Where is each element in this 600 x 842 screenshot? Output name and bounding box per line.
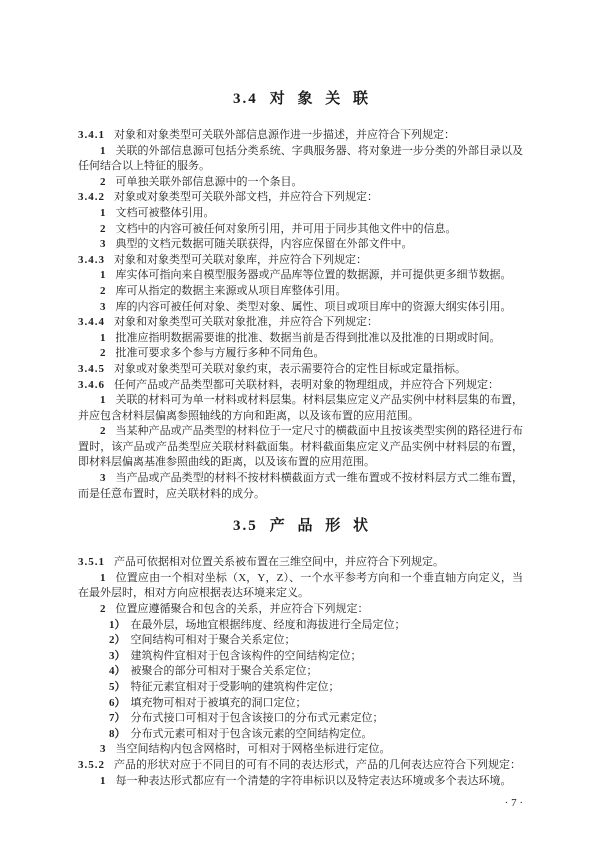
subitem-paragraph xyxy=(78,696,523,712)
clause-paragraph xyxy=(78,378,523,394)
paragraph-number: 2 xyxy=(100,284,106,297)
section-heading xyxy=(78,90,523,109)
clause-paragraph xyxy=(78,253,523,269)
paragraph-number: 1 xyxy=(100,144,106,157)
paragraph-text: 库实体可指向来自模型服务器或产品库等位置的数据源，并可提供更多细节数据。 xyxy=(115,269,512,282)
paragraph-number: 3.4.5 xyxy=(78,362,105,375)
paragraph-number: 2 xyxy=(100,222,106,235)
item-paragraph xyxy=(78,346,523,362)
paragraph-number: 3 xyxy=(100,300,106,313)
paragraph-text: 产品可依据相对位置关系被布置在三维空间中，并应符合下列规定。 xyxy=(114,556,444,569)
section-number: 3.4 xyxy=(232,91,258,107)
clause-paragraph xyxy=(78,758,523,774)
paragraph-number: 2 xyxy=(100,603,106,616)
paragraph-number: 1） xyxy=(109,618,126,631)
section-number: 3.5 xyxy=(232,518,258,535)
paragraph-text: 关联的外部信息源可包括分类系统、字典服务器、将对象进一步分类的外部目录以及任何结合以上特征的服务。 xyxy=(78,144,523,173)
section-title: 产 品 形 状 xyxy=(269,518,368,535)
paragraph-number: 3.4.1 xyxy=(78,129,105,141)
paragraph-text: 分布式接口可相对于包含该接口的分布式元素定位； xyxy=(130,712,384,725)
paragraph-text: 批准可要求多个参与方履行多种不同角色。 xyxy=(115,347,325,360)
item-paragraph xyxy=(78,222,523,238)
paragraph-number: 3.4.6 xyxy=(78,378,105,391)
paragraph-text: 文档中的内容可被任何对象所引用，并可用于同步其他文件中的信息。 xyxy=(115,222,457,235)
subitem-paragraph xyxy=(78,727,523,743)
paragraph-text: 对象和对象类型可关联对象库，并应符合下列规定： xyxy=(114,253,367,266)
paragraph-text: 被聚合的部分可相对于聚合关系定位； xyxy=(130,665,318,678)
item-paragraph xyxy=(78,393,523,424)
paragraph-number: 3） xyxy=(109,649,126,662)
paragraph-text: 产品的形状对应于不同目的可有不同的表达形式，产品的几何表达应符合下列规定： xyxy=(114,758,521,771)
item-paragraph xyxy=(78,144,523,175)
item-paragraph xyxy=(78,284,523,300)
paragraph-text: 库可从指定的数据主来源或从项目库整体引用。 xyxy=(115,284,347,297)
item-paragraph xyxy=(78,206,523,222)
subitem-paragraph xyxy=(78,711,523,727)
item-paragraph xyxy=(78,268,523,284)
item-paragraph xyxy=(78,742,523,758)
clause-paragraph xyxy=(78,315,523,331)
paragraph-number: 1 xyxy=(100,394,106,407)
subitem-paragraph xyxy=(78,664,523,680)
paragraph-text: 建筑构件宜相对于包含该构件的空间结构定位； xyxy=(130,649,362,662)
paragraph-text: 对象和对象类型可关联外部信息源作进一步描述，并应符合下列规定： xyxy=(114,129,455,141)
item-paragraph xyxy=(78,571,523,602)
paragraph-number: 2） xyxy=(109,634,126,647)
paragraph-number: 3 xyxy=(100,472,106,485)
paragraph-text: 填充物可相对于被填充的洞口定位； xyxy=(130,696,307,709)
paragraph-number: 2 xyxy=(100,347,106,360)
paragraph-text: 位置应遵循聚合和包含的关系，并应符合下列规定： xyxy=(115,603,369,616)
section-heading xyxy=(78,517,523,536)
paragraph-number: 1 xyxy=(100,206,106,219)
paragraph-number: 3.4.3 xyxy=(78,253,105,266)
paragraph-text: 典型的文档元数据可随关联获得，内容应保留在外部文件中。 xyxy=(115,238,413,251)
paragraph-text: 关联的材料可为单一材料或材料层集。材料层集应定义产品实例中材料层集的布置，并应包含材料层偏离参照轴线的方向和距离，以及该布置的应用范围。 xyxy=(78,394,523,422)
paragraph-number: 3 xyxy=(100,238,106,251)
paragraph-text: 空间结构可相对于聚合关系定位； xyxy=(130,634,296,647)
paragraph-number: 1 xyxy=(100,331,106,344)
page-number: · 7 · xyxy=(504,797,523,810)
paragraph-text: 任何产品或产品类型都可关联材料，表明对象的物理组成，并应符合下列规定： xyxy=(114,378,499,391)
item-paragraph xyxy=(78,471,523,502)
subitem-paragraph xyxy=(78,680,523,696)
paragraph-text: 库的内容可被任何对象、类型对象、属性、项目或项目库中的资源大纲实体引用。 xyxy=(115,300,512,313)
paragraph-text: 在最外层，场地宜根据纬度、经度和海拔进行全局定位； xyxy=(130,618,406,631)
paragraph-number: 4） xyxy=(109,665,126,678)
paragraph-number: 8） xyxy=(109,727,126,740)
paragraph-text: 批准应指明数据需要谁的批准、数据当前是否得到批准以及批准的日期或时间。 xyxy=(115,331,501,344)
item-paragraph xyxy=(78,331,523,347)
item-paragraph xyxy=(78,237,523,253)
paragraph-number: 2 xyxy=(100,425,106,438)
paragraph-text: 位置应由一个相对坐标（X，Y，Z）、一个水平参考方向和一个垂直轴方向定义，当在最外层时，相对方向应根据表达环境来定义。 xyxy=(78,571,523,600)
paragraph-text: 对象和对象类型可关联对象批准，并应符合下列规定： xyxy=(114,316,378,329)
subitem-paragraph xyxy=(78,649,523,665)
paragraph-text: 每一种表达形式都应有一个清楚的字符串标识以及特定表达环境或多个表达环境。 xyxy=(115,774,512,787)
paragraph-number: 2 xyxy=(100,175,106,188)
paragraph-text: 可单独关联外部信息源中的一个条目。 xyxy=(115,175,303,188)
paragraph-number: 5） xyxy=(109,681,126,693)
paragraph-text: 特征元素宜相对于受影响的建筑构件定位； xyxy=(130,681,340,693)
paragraph-text: 文档可被整体引用。 xyxy=(115,206,215,219)
paragraph-number: 7） xyxy=(109,712,126,725)
clause-paragraph xyxy=(78,555,523,571)
section-title: 对 象 关 联 xyxy=(269,91,368,107)
clause-paragraph xyxy=(78,190,523,206)
paragraph-text: 对象或对象类型可关联对象约束，表示需要符合的定性目标或定量指标。 xyxy=(114,362,466,375)
paragraph-number: 3.5.1 xyxy=(78,556,105,569)
paragraph-text: 对象或对象类型可关联外部文档，并应符合下列规定： xyxy=(114,191,378,204)
item-paragraph xyxy=(78,424,523,471)
clause-paragraph xyxy=(78,128,523,144)
paragraph-text: 分布式元素可相对于包含该元素的空间结构定位。 xyxy=(130,727,373,740)
item-paragraph xyxy=(78,602,523,618)
paragraph-number: 3 xyxy=(100,743,106,756)
paragraph-number: 3.5.2 xyxy=(78,758,105,771)
paragraph-number: 1 xyxy=(100,269,106,282)
item-paragraph xyxy=(78,300,523,316)
paragraph-text: 当某种产品或产品类型的材料位于一定尺寸的横截面中且按该类型实例的路径进行布置时，该产品或产品类型应关联材料截面集。材料截面集应定义产品实例中材料层的布置，即材料层偏离基准参照曲线的距离，以及该布置的应用范围。 xyxy=(78,425,523,469)
paragraph-number: 6） xyxy=(109,696,126,709)
subitem-paragraph xyxy=(78,633,523,649)
paragraph-number: 1 xyxy=(100,774,106,787)
item-paragraph xyxy=(78,175,523,191)
document-content xyxy=(78,90,523,789)
paragraph-text: 当产品或产品类型的材料不按材料横截面方式一维布置或不按材料层方式二维布置，而是任意布置时，应关联材料的成分。 xyxy=(78,472,523,500)
paragraph-number: 3.4.2 xyxy=(78,191,105,204)
page-footer xyxy=(78,796,523,812)
paragraph-text: 当空间结构内包含网格时，可相对于网格坐标进行定位。 xyxy=(115,743,391,756)
paragraph-number: 3.4.4 xyxy=(78,316,105,329)
subitem-paragraph xyxy=(78,618,523,634)
clause-paragraph xyxy=(78,362,523,378)
paragraph-number: 1 xyxy=(100,571,106,584)
item-paragraph xyxy=(78,774,523,790)
